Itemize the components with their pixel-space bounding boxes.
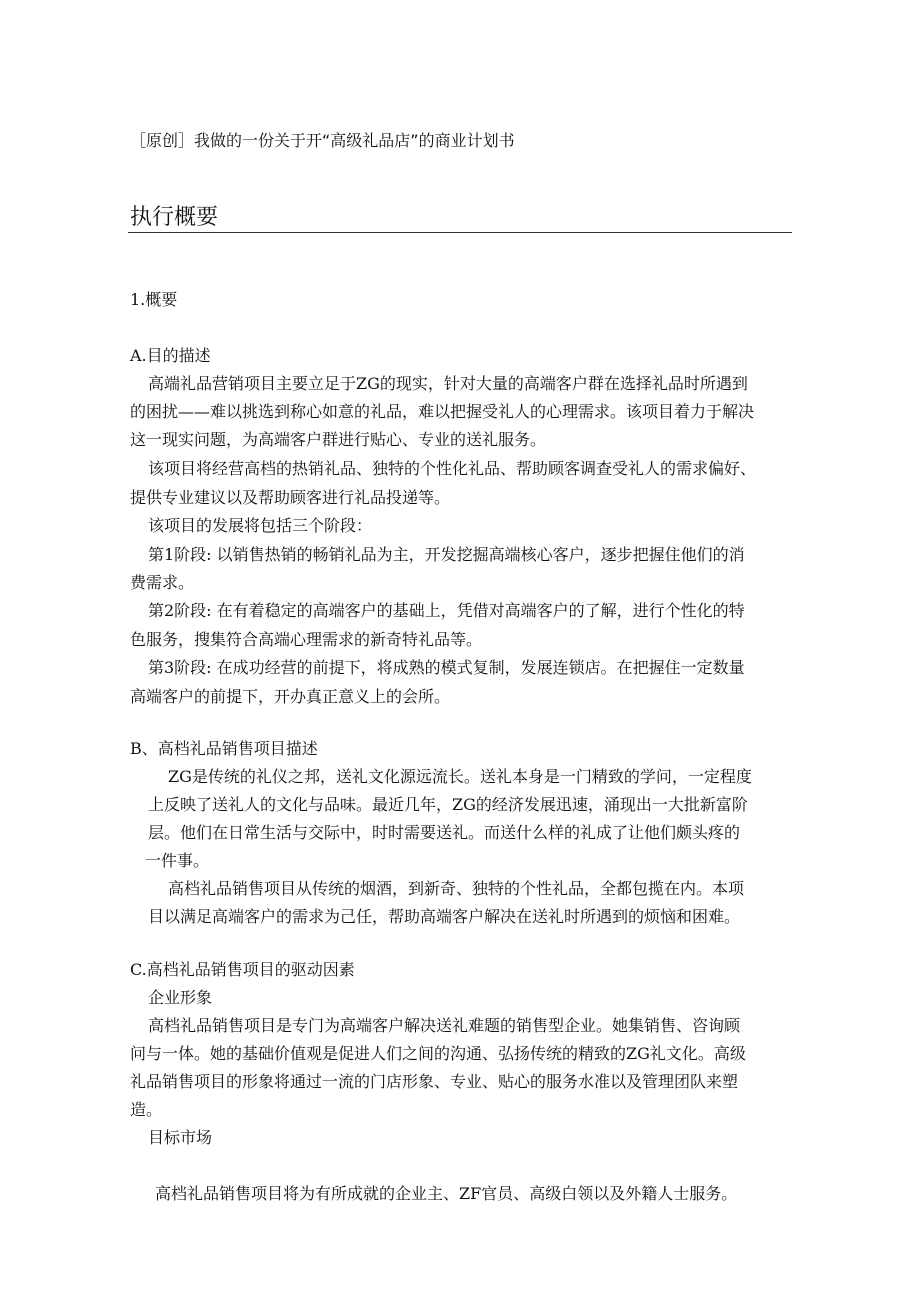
paragraph-heading: 企业形象 [148,988,213,1007]
paragraph-line: 第2阶段: 在有着稳定的高端客户的基础上，凭借对高端客户的了解，进行个性化的特 [148,601,745,620]
paragraph-line: 费需求。 [130,573,195,592]
paragraph-line: 高端客户的前提下，开办真正意义上的会所。 [130,687,451,706]
subsection-heading: C.高档礼品销售项目的驱动因素 [130,960,355,979]
paragraph-line: 一件事。 [145,851,210,870]
paragraph-line: 色服务，搜集符合高端心理需求的新奇特礼品等。 [130,630,483,649]
paragraph-line: 高档礼品销售项目是专门为高端客户解决送礼难题的销售型企业。她集销售、咨询顾 [148,1016,741,1035]
paragraph-line: 上反映了送礼人的文化与品味。最近几年，ZG的经济发展迅速，涌现出一大批新富阶 [148,795,748,814]
subsection-heading: A.目的描述 [130,346,211,365]
paragraph-heading: 目标市场 [148,1128,213,1147]
subsection-heading: 1.概要 [130,290,178,309]
paragraph-line: 高档礼品销售项目将为有所成就的企业主、ZF官员、高级白领以及外籍人士服务。 [155,1184,738,1203]
paragraph-line: 该项目的发展将包括三个阶段： [148,516,373,535]
paragraph-line: 礼品销售项目的形象将通过一流的门店形象、专业、贴心的服务水准以及管理团队来塑 [130,1072,739,1091]
section-heading: 执行概要 [130,205,219,230]
paragraph-line: 层。他们在日常生活与交际中，时时需要送礼。而送什么样的礼成了让他们颇头疼的 [148,823,741,842]
paragraph-line: 第3阶段: 在成功经营的前提下，将成熟的模式复制，发展连锁店。在把握住一定数量 [148,658,745,677]
subsection-heading: B、高档礼品销售项目描述 [130,739,318,758]
paragraph-line: 提供专业建议以及帮助顾客进行礼品投递等。 [130,488,451,507]
paragraph-line: 高端礼品营销项目主要立足于ZG的现实，针对大量的高端客户群在选择礼品时所遇到 [148,374,748,393]
paragraph-line: ZG是传统的礼仪之邦，送礼文化源远流长。送礼本身是一门精致的学问，一定程度 [168,767,752,786]
paragraph-line: 第1阶段: 以销售热销的畅销礼品为主，开发挖掘高端核心客户，逐步把握住他们的消 [148,545,745,564]
paragraph-line: 的困扰——难以挑选到称心如意的礼品，难以把握受礼人的心理需求。该项目着力于解决 [130,402,755,421]
paragraph-line: 这一现实问题，为高端客户群进行贴心、专业的送礼服务。 [130,430,547,449]
heading-divider [128,232,792,233]
document-title: ［原创］我做的一份关于开“高级礼品店”的商业计划书 [130,131,515,150]
paragraph-line: 目以满足高端客户的需求为己任，帮助高端客户解决在送礼时所遇到的烦恼和困难。 [148,907,741,926]
paragraph-line: 该项目将经营高档的热销礼品、独特的个性化礼品、帮助顾客调查受礼人的需求偏好、 [148,459,757,478]
paragraph-line: 问与一体。她的基础价值观是促进人们之间的沟通、弘扬传统的精致的ZG礼文化。高级 [130,1044,746,1063]
paragraph-line: 造。 [130,1100,163,1119]
paragraph-line: 高档礼品销售项目从传统的烟酒，到新奇、独特的个性礼品，全都包揽在内。本项 [168,879,745,898]
